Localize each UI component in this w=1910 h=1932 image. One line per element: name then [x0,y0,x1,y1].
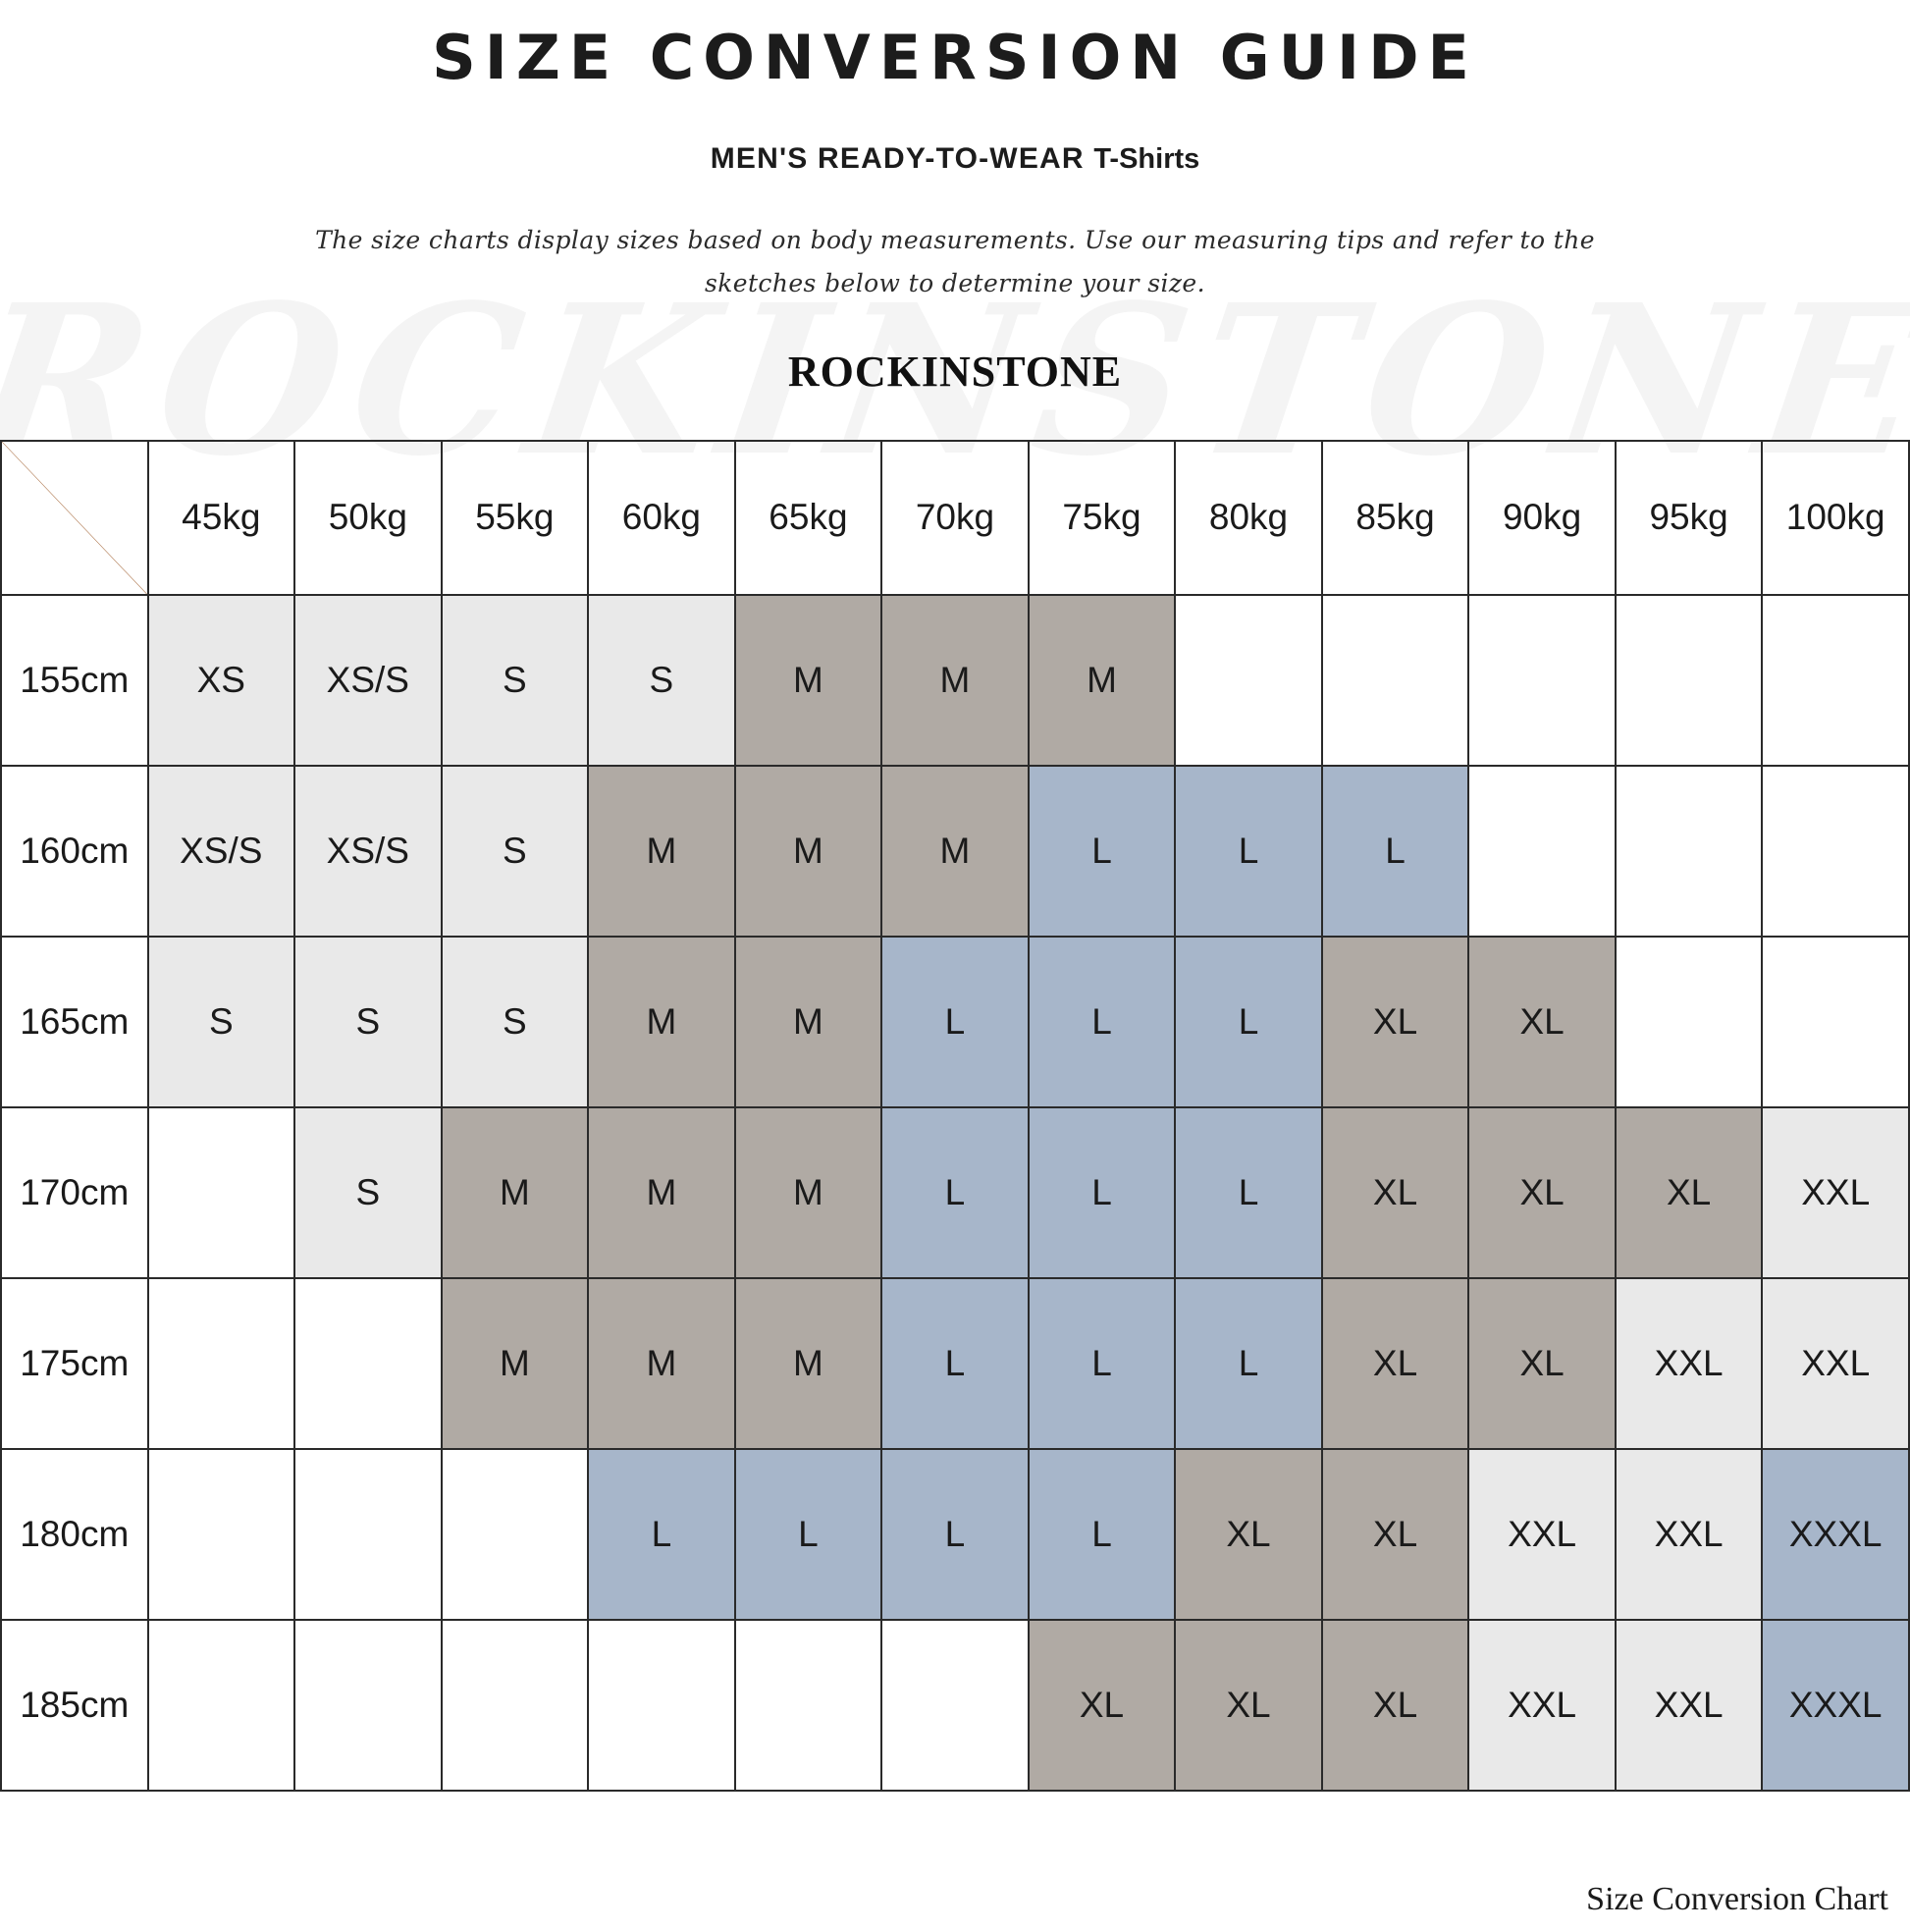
size-conversion-table [0,440,1910,1792]
subtitle-category: T-Shirts [1093,143,1200,175]
row-header: 160cm [1,766,148,937]
size-cell [1175,595,1322,766]
footer-caption: Size Conversion Chart [1586,1881,1888,1917]
size-cell: M [588,937,735,1107]
table-row [1,937,1909,1107]
col-header: 80kg [1175,441,1322,595]
size-cell [588,1620,735,1791]
size-cell: S [588,595,735,766]
col-header: 65kg [735,441,882,595]
size-cell: S [294,1107,442,1278]
col-header: 45kg [148,441,295,595]
size-cell [735,1620,882,1791]
size-cell: L [735,1449,882,1620]
corner-cell [1,441,148,595]
size-cell: XL [1468,937,1616,1107]
size-cell [442,1620,589,1791]
row-header: 185cm [1,1620,148,1791]
size-cell [1616,937,1763,1107]
size-cell: M [881,766,1029,937]
size-cell: XXL [1616,1620,1763,1791]
size-cell: L [1029,1278,1176,1449]
table-header [1,441,1909,595]
size-cell: XL [1468,1278,1616,1449]
size-cell [148,1278,295,1449]
table-row [1,1278,1909,1449]
size-cell: XXL [1762,1107,1909,1278]
size-cell [1762,766,1909,937]
size-cell: L [1029,1107,1176,1278]
size-cell [148,1449,295,1620]
col-header: 50kg [294,441,442,595]
size-cell [1616,766,1763,937]
size-cell: S [294,937,442,1107]
size-cell [294,1278,442,1449]
size-cell [1762,937,1909,1107]
size-cell: XL [1616,1107,1763,1278]
size-cell: L [1029,766,1176,937]
size-cell: L [1322,766,1469,937]
subtitle-prefix: MEN'S READY-TO-WEAR [710,142,1085,175]
size-cell: L [881,1107,1029,1278]
row-header: 165cm [1,937,148,1107]
size-cell: XL [1468,1107,1616,1278]
size-cell: L [1029,1449,1176,1620]
size-cell: XXL [1468,1620,1616,1791]
size-cell: XL [1322,1107,1469,1278]
size-cell: L [1175,937,1322,1107]
size-cell [148,1107,295,1278]
size-cell: M [735,1278,882,1449]
size-cell [1468,766,1616,937]
size-cell: M [735,937,882,1107]
size-cell: L [1175,1107,1322,1278]
size-cell [294,1620,442,1791]
table-row [1,595,1909,766]
size-cell [148,1620,295,1791]
table-row [1,1620,1909,1791]
col-header: 60kg [588,441,735,595]
size-cell: S [148,937,295,1107]
size-cell [1468,595,1616,766]
size-cell: M [442,1107,589,1278]
size-cell: M [735,766,882,937]
col-header: 85kg [1322,441,1469,595]
size-cell: XXL [1762,1278,1909,1449]
col-header: 95kg [1616,441,1763,595]
diagonal-divider-icon [2,442,147,594]
size-cell [1762,595,1909,766]
size-cell: XXL [1616,1449,1763,1620]
size-cell: XL [1029,1620,1176,1791]
size-cell: M [735,1107,882,1278]
size-cell: XL [1322,937,1469,1107]
size-cell: M [588,1278,735,1449]
size-cell: M [735,595,882,766]
size-cell: XS/S [294,595,442,766]
size-cell: L [1029,937,1176,1107]
table-header-row [1,441,1909,595]
size-cell: S [442,937,589,1107]
size-cell: XL [1175,1620,1322,1791]
size-cell: M [1029,595,1176,766]
row-header: 155cm [1,595,148,766]
size-cell: XL [1175,1449,1322,1620]
size-cell: XL [1322,1449,1469,1620]
size-cell: L [881,937,1029,1107]
size-cell: S [442,766,589,937]
size-cell [294,1449,442,1620]
page-subtitle [0,142,1910,176]
size-cell [881,1620,1029,1791]
size-cell: XXXL [1762,1449,1909,1620]
brand-name: ROCKINSTONE [787,347,1123,396]
size-cell: XS/S [148,766,295,937]
page-title: SIZE CONVERSION GUIDE [432,22,1478,93]
size-cell: L [1175,766,1322,937]
size-cell [1616,595,1763,766]
col-header: 90kg [1468,441,1616,595]
size-cell: XXL [1616,1278,1763,1449]
col-header: 75kg [1029,441,1176,595]
size-cell: S [442,595,589,766]
table-row [1,1107,1909,1278]
size-cell: L [881,1449,1029,1620]
size-cell: L [588,1449,735,1620]
size-cell: M [442,1278,589,1449]
size-cell: L [1175,1278,1322,1449]
col-header: 100kg [1762,441,1909,595]
size-cell: XXL [1468,1449,1616,1620]
row-header: 175cm [1,1278,148,1449]
table-row [1,766,1909,937]
size-cell: L [881,1278,1029,1449]
size-cell: XS [148,595,295,766]
size-cell [442,1449,589,1620]
size-cell: XS/S [294,766,442,937]
size-cell: XL [1322,1278,1469,1449]
table-body [1,595,1909,1791]
row-header: 170cm [1,1107,148,1278]
size-cell: M [881,595,1029,766]
row-header: 180cm [1,1449,148,1620]
page-content [0,22,1910,1792]
page-description: The size charts display sizes based on body measurements. Use our measuring tips and refer to the sketches below to determine your size. [315,226,1595,297]
size-cell: XL [1322,1620,1469,1791]
col-header: 55kg [442,441,589,595]
col-header: 70kg [881,441,1029,595]
size-cell: XXXL [1762,1620,1909,1791]
size-cell: M [588,766,735,937]
table-row [1,1449,1909,1620]
size-cell: M [588,1107,735,1278]
size-cell [1322,595,1469,766]
